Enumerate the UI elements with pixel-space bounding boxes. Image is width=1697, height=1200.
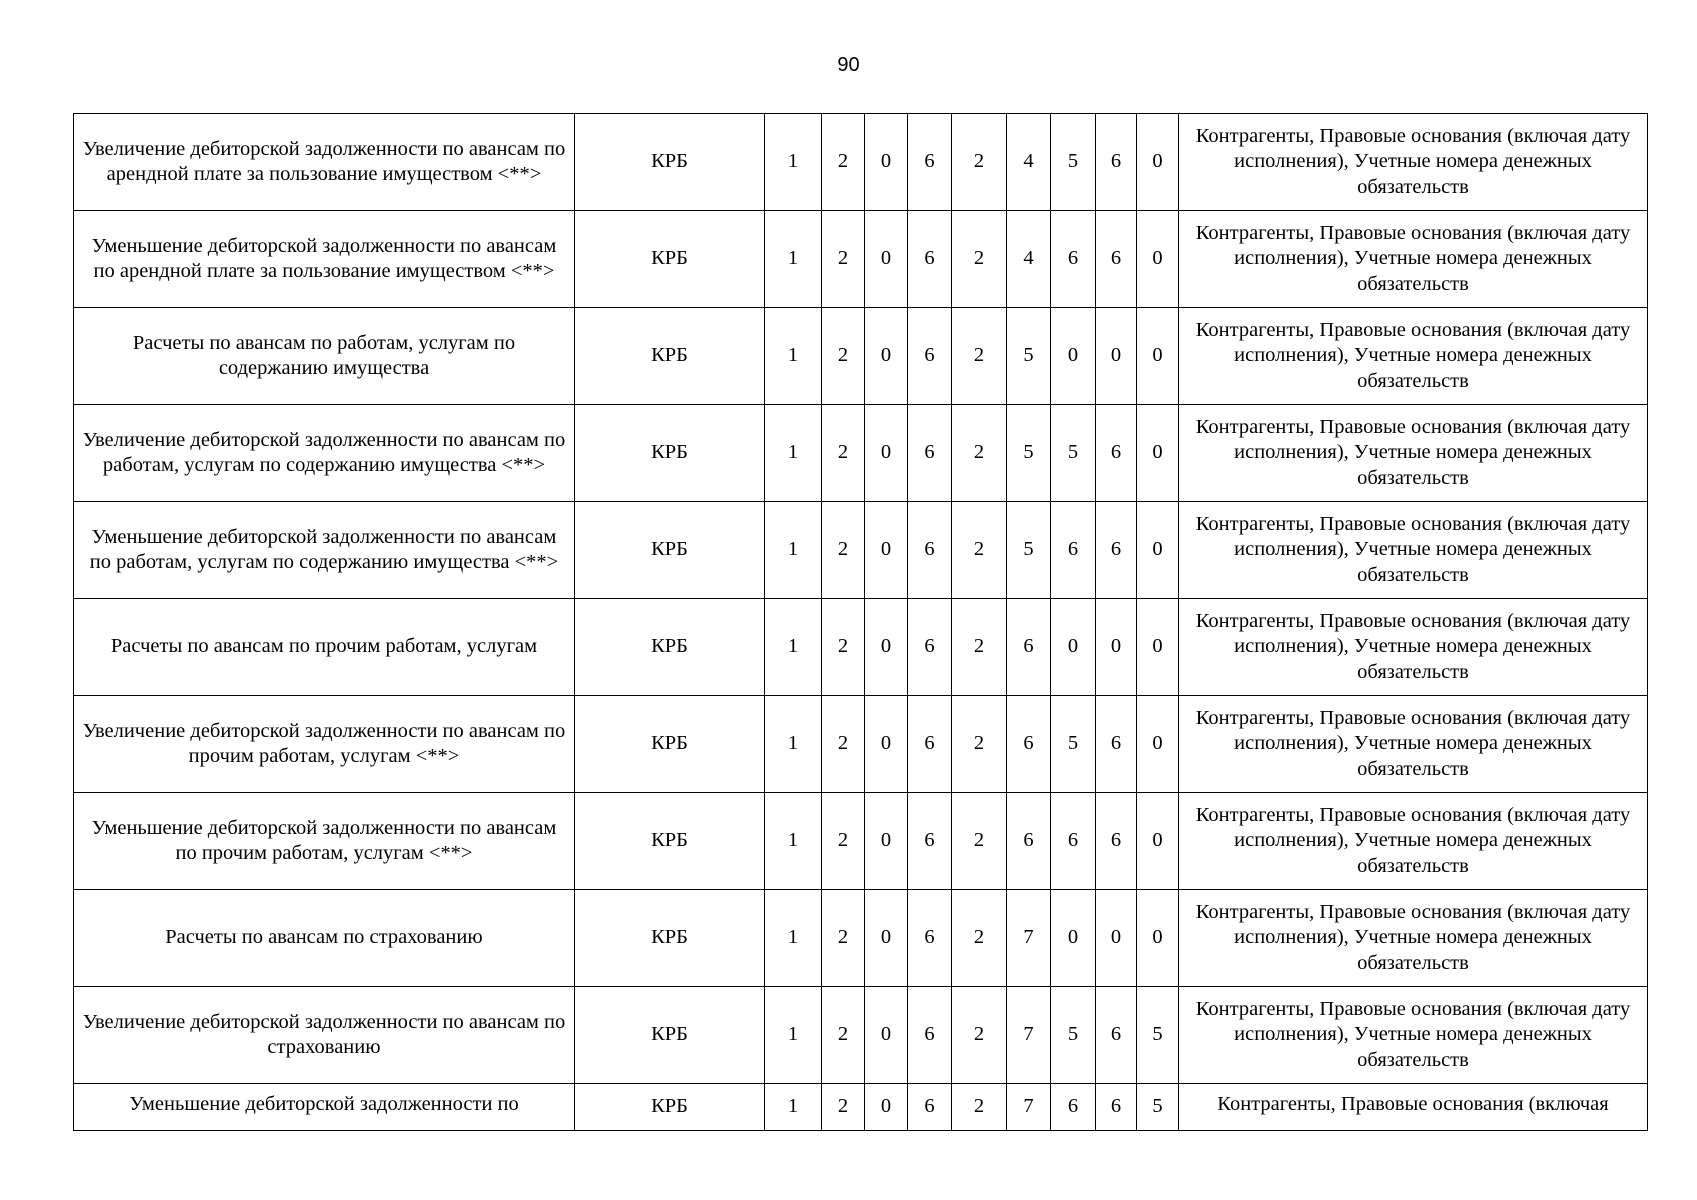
table-row <box>74 211 1648 308</box>
account-digit-cell: 2 <box>952 890 1007 987</box>
account-digit-cell: 6 <box>908 114 952 211</box>
account-digit-cell: 1 <box>765 599 822 696</box>
account-digit-cell: 1 <box>765 793 822 890</box>
account-digit-cell: 0 <box>1137 793 1179 890</box>
analytics-cell: Контрагенты, Правовые основания (включая дату исполнения), Учетные номера денежных обязательств <box>1179 599 1648 696</box>
account-digit-cell: 6 <box>1096 405 1137 502</box>
analytics-cell: Контрагенты, Правовые основания (включая дату исполнения), Учетные номера денежных обязательств <box>1179 114 1648 211</box>
account-digit-cell: 4 <box>1007 211 1051 308</box>
account-digit-cell: 0 <box>1051 890 1096 987</box>
account-digit-cell: 7 <box>1007 890 1051 987</box>
account-digit-cell: 1 <box>765 987 822 1084</box>
table-row <box>74 793 1648 890</box>
analytics-cell: Контрагенты, Правовые основания (включая дату исполнения), Учетные номера денежных обязательств <box>1179 987 1648 1084</box>
account-digit-cell: 0 <box>1137 599 1179 696</box>
account-digit-cell: 6 <box>908 502 952 599</box>
account-digit-cell: 6 <box>1096 211 1137 308</box>
account-digit-cell: 4 <box>1007 114 1051 211</box>
analytics-cell: Контрагенты, Правовые основания (включая дату исполнения), Учетные номера денежных обязательств <box>1179 890 1648 987</box>
account-digit-cell: 5 <box>1051 405 1096 502</box>
account-digit-cell: 6 <box>1051 502 1096 599</box>
account-digit-cell: 2 <box>822 1084 865 1131</box>
account-digit-cell: 0 <box>865 502 908 599</box>
analytics-cell: Контрагенты, Правовые основания (включая <box>1179 1084 1648 1131</box>
account-name-cell: Уменьшение дебиторской задолженности по <box>74 1084 575 1131</box>
budget-code-cell: КРБ <box>575 502 765 599</box>
account-digit-cell: 6 <box>908 1084 952 1131</box>
account-digit-cell: 6 <box>1096 793 1137 890</box>
account-name-cell: Увеличение дебиторской задолженности по авансам по страхованию <box>74 987 575 1084</box>
account-digit-cell: 0 <box>1137 114 1179 211</box>
accounts-table <box>73 113 1648 1131</box>
account-digit-cell: 0 <box>1137 502 1179 599</box>
account-digit-cell: 0 <box>865 211 908 308</box>
table-row <box>74 114 1648 211</box>
account-digit-cell: 6 <box>1096 987 1137 1084</box>
account-digit-cell: 1 <box>765 211 822 308</box>
account-digit-cell: 6 <box>908 599 952 696</box>
account-name-cell: Расчеты по авансам по работам, услугам по содержанию имущества <box>74 308 575 405</box>
account-digit-cell: 6 <box>1096 502 1137 599</box>
table-row <box>74 987 1648 1084</box>
account-digit-cell: 6 <box>1051 211 1096 308</box>
account-digit-cell: 2 <box>952 987 1007 1084</box>
account-name-cell: Увеличение дебиторской задолженности по авансам по работам, услугам по содержанию имущества <**> <box>74 405 575 502</box>
account-digit-cell: 2 <box>822 211 865 308</box>
account-name-cell: Расчеты по авансам по страхованию <box>74 890 575 987</box>
account-digit-cell: 2 <box>952 599 1007 696</box>
account-digit-cell: 5 <box>1051 987 1096 1084</box>
budget-code-cell: КРБ <box>575 890 765 987</box>
account-digit-cell: 0 <box>865 890 908 987</box>
account-name-cell: Уменьшение дебиторской задолженности по авансам по арендной плате за пользование имуществом <**> <box>74 211 575 308</box>
account-digit-cell: 0 <box>1096 308 1137 405</box>
account-digit-cell: 2 <box>822 308 865 405</box>
budget-code-cell: КРБ <box>575 1084 765 1131</box>
account-digit-cell: 2 <box>822 793 865 890</box>
account-digit-cell: 0 <box>865 1084 908 1131</box>
account-name-cell: Уменьшение дебиторской задолженности по авансам по прочим работам, услугам <**> <box>74 793 575 890</box>
account-digit-cell: 2 <box>822 114 865 211</box>
account-digit-cell: 2 <box>952 696 1007 793</box>
table-row <box>74 890 1648 987</box>
account-digit-cell: 5 <box>1007 405 1051 502</box>
account-digit-cell: 0 <box>865 114 908 211</box>
account-digit-cell: 0 <box>1051 308 1096 405</box>
page-number: 90 <box>837 54 860 76</box>
account-digit-cell: 6 <box>1096 114 1137 211</box>
account-digit-cell: 1 <box>765 502 822 599</box>
account-digit-cell: 0 <box>865 696 908 793</box>
account-digit-cell: 0 <box>1096 599 1137 696</box>
account-digit-cell: 6 <box>1051 1084 1096 1131</box>
account-digit-cell: 2 <box>952 405 1007 502</box>
analytics-cell: Контрагенты, Правовые основания (включая дату исполнения), Учетные номера денежных обязательств <box>1179 696 1648 793</box>
account-digit-cell: 0 <box>865 987 908 1084</box>
account-digit-cell: 1 <box>765 696 822 793</box>
account-digit-cell: 1 <box>765 308 822 405</box>
account-digit-cell: 0 <box>865 308 908 405</box>
account-digit-cell: 2 <box>952 1084 1007 1131</box>
account-digit-cell: 0 <box>1137 696 1179 793</box>
account-digit-cell: 6 <box>908 405 952 502</box>
account-digit-cell: 0 <box>1137 308 1179 405</box>
account-digit-cell: 0 <box>865 793 908 890</box>
account-digit-cell: 1 <box>765 114 822 211</box>
account-digit-cell: 0 <box>1096 890 1137 987</box>
account-digit-cell: 6 <box>908 987 952 1084</box>
account-digit-cell: 6 <box>908 696 952 793</box>
account-digit-cell: 6 <box>1096 696 1137 793</box>
account-digit-cell: 5 <box>1137 987 1179 1084</box>
account-digit-cell: 2 <box>822 696 865 793</box>
account-digit-cell: 0 <box>1137 405 1179 502</box>
account-digit-cell: 2 <box>822 890 865 987</box>
account-digit-cell: 5 <box>1137 1084 1179 1131</box>
table-body <box>74 114 1648 1131</box>
account-digit-cell: 6 <box>908 308 952 405</box>
account-digit-cell: 6 <box>1051 793 1096 890</box>
account-digit-cell: 1 <box>765 1084 822 1131</box>
account-name-cell: Увеличение дебиторской задолженности по авансам по арендной плате за пользование имуществом <**> <box>74 114 575 211</box>
account-digit-cell: 5 <box>1007 502 1051 599</box>
account-digit-cell: 0 <box>1051 599 1096 696</box>
account-digit-cell: 7 <box>1007 987 1051 1084</box>
budget-code-cell: КРБ <box>575 308 765 405</box>
account-digit-cell: 2 <box>952 308 1007 405</box>
budget-code-cell: КРБ <box>575 405 765 502</box>
table-row <box>74 1084 1648 1131</box>
account-digit-cell: 6 <box>1007 793 1051 890</box>
budget-code-cell: КРБ <box>575 114 765 211</box>
account-digit-cell: 5 <box>1051 114 1096 211</box>
account-digit-cell: 0 <box>1137 890 1179 987</box>
table-row <box>74 696 1648 793</box>
table-row <box>74 502 1648 599</box>
account-digit-cell: 2 <box>952 502 1007 599</box>
account-digit-cell: 2 <box>822 502 865 599</box>
account-digit-cell: 6 <box>908 211 952 308</box>
account-digit-cell: 6 <box>908 890 952 987</box>
budget-code-cell: КРБ <box>575 793 765 890</box>
account-digit-cell: 6 <box>908 793 952 890</box>
budget-code-cell: КРБ <box>575 599 765 696</box>
account-digit-cell: 2 <box>822 599 865 696</box>
account-digit-cell: 1 <box>765 405 822 502</box>
analytics-cell: Контрагенты, Правовые основания (включая дату исполнения), Учетные номера денежных обязательств <box>1179 308 1648 405</box>
account-digit-cell: 2 <box>822 987 865 1084</box>
account-digit-cell: 0 <box>1137 211 1179 308</box>
analytics-cell: Контрагенты, Правовые основания (включая дату исполнения), Учетные номера денежных обязательств <box>1179 405 1648 502</box>
account-digit-cell: 2 <box>952 114 1007 211</box>
account-name-cell: Расчеты по авансам по прочим работам, услугам <box>74 599 575 696</box>
account-digit-cell: 1 <box>765 890 822 987</box>
account-digit-cell: 2 <box>822 405 865 502</box>
account-name-cell: Уменьшение дебиторской задолженности по авансам по работам, услугам по содержанию имущества <**> <box>74 502 575 599</box>
analytics-cell: Контрагенты, Правовые основания (включая дату исполнения), Учетные номера денежных обязательств <box>1179 793 1648 890</box>
account-digit-cell: 2 <box>952 793 1007 890</box>
account-digit-cell: 7 <box>1007 1084 1051 1131</box>
account-digit-cell: 5 <box>1007 308 1051 405</box>
table-row <box>74 405 1648 502</box>
account-digit-cell: 6 <box>1096 1084 1137 1131</box>
table-row <box>74 308 1648 405</box>
account-name-cell: Увеличение дебиторской задолженности по авансам по прочим работам, услугам <**> <box>74 696 575 793</box>
budget-code-cell: КРБ <box>575 696 765 793</box>
analytics-cell: Контрагенты, Правовые основания (включая дату исполнения), Учетные номера денежных обязательств <box>1179 502 1648 599</box>
account-digit-cell: 2 <box>952 211 1007 308</box>
account-digit-cell: 5 <box>1051 696 1096 793</box>
account-digit-cell: 0 <box>865 405 908 502</box>
account-digit-cell: 0 <box>865 599 908 696</box>
account-digit-cell: 6 <box>1007 599 1051 696</box>
analytics-cell: Контрагенты, Правовые основания (включая дату исполнения), Учетные номера денежных обязательств <box>1179 211 1648 308</box>
budget-code-cell: КРБ <box>575 987 765 1084</box>
account-digit-cell: 6 <box>1007 696 1051 793</box>
budget-code-cell: КРБ <box>575 211 765 308</box>
table-row <box>74 599 1648 696</box>
